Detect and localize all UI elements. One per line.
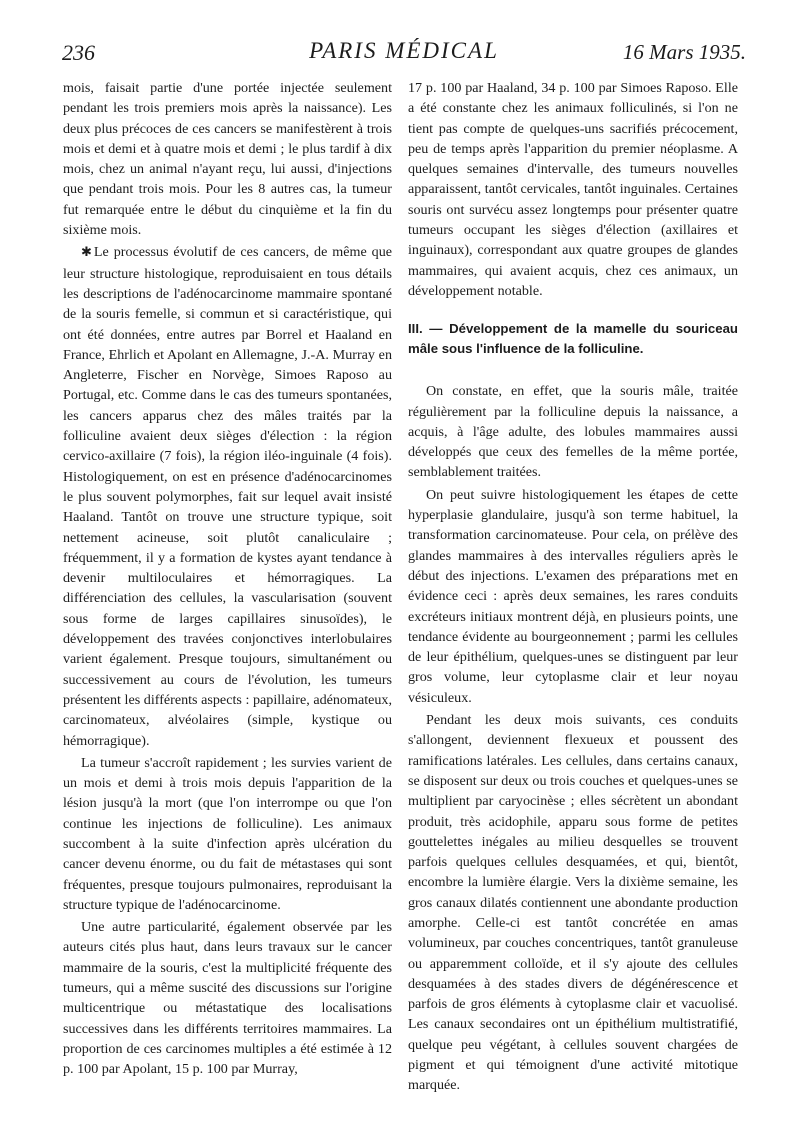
paragraph-text: Le processus évolutif de ces cancers, de même que leur structure histologique, reproduisaient en tous détails les descriptions de l'adénocarcinome mammaire spontané de la souris femelle, si commun et si caractéristique, qui ont été données, entre autres par Borrel et Haaland en France, Ehrlich et Apolant en Allemagne, J.-A. Murray en Angleterre, Fischer en Norvège, Simoes Raposo au Portugal, etc. Comme dans le cas des tumeurs spontanées, les cancers apparus chez des mâles traités par la folliculine avaient deux sièges d'élection : la région cervico-axillaire (7 fois), la région iléo-inguinale (4 fois). Histologiquement, on est en présence d'adénocarcinomes le plus souvent polymorphes, fait sur lequel avait insisté Haaland. Tantôt on trouve une structure typique, soit nettement acineuse, soit plutôt canaliculaire ; fréquemment, il y a formation de kystes ayant tendance à devenir multiloculaires et hémorragiques. La différenciation des cellules, la vascularisation (souvent sous forme de larges capillaires sinusoïdes), le développement des travées conjonctives interlobulaires varient également. Presque toujours, simultanément ou successivement au cours de l'évolution, les tumeurs présentent les différents aspects : papillaire, adénomateux, carcinomateux, alvéolaires (simple, kystique ou hémorragique). [63,244,392,749]
right-column [408,78,738,1098]
paragraph-mark: ✱ [81,245,92,261]
paragraph: On constate, en effet, que la souris mâle, traitée régulièrement par la folliculine depuis la naissance, a acquis, à l'âge adulte, des lobules mammaires aussi développés que ceux des femelles de la même portée, semblablement traitées. [408,383,738,481]
paragraph: Pendant les deux mois suivants, ces conduits s'allongent, deviennent flexueux et poussent des ramifications latérales. Les cellules, dans certains canaux, se disposent sur deux ou trois couches et quelques-unes se multiplient par caryocinèse ; elles sécrètent un abondant produit, très acidophile, apparu sous forme de petites gouttelettes inégales au milieu desquelles se trouvent parfois quelques cellules desquamées, et qui, bientôt, encombre la lumière élargie. Vers la dixième semaine, les gros canaux dilatés contiennent une abondante production amorphe. Celle-ci est tantôt concrétée en amas volumineux, par couches concentriques, tantôt granuleuse ou apparemment colloïde, et il s'y ajoute des cellules desquamées à des stades divers de dégénérescence et parfois de gros éléments à cytoplasme clair et vacuolisé. Les canaux secondaires ont un épithélium multistratifié, quelque peu végétant, à cellules souvent chargées de pigment et qui témoignent d'une activité mitotique marquée. [408,712,738,1094]
left-column [63,78,392,1082]
paragraph: Une autre particularité, également observée par les auteurs cités plus haut, dans leurs travaux sur le cancer mammaire de la souris, c'est la multiplicité fréquente des tumeurs, qui a même suscité des discussions sur l'origine multicentrique ou métastatique des localisations successives dans les différents territoires mammaires. La proportion de ces carcinomes multiples a été estimée à 12 p. 100 par Apolant, 15 p. 100 par Murray, [63,919,392,1078]
paragraph: 17 p. 100 par Haaland, 34 p. 100 par Simoes Raposo. Elle a été constante chez les animaux folliculinés, si l'on ne tient pas compte de quelques-uns sacrifiés précocement, peu de temps après l'apparition du premier néoplasme. A quelques semaines d'intervalle, des tumeurs nouvelles apparaissent, tantôt cervicales, tantôt inguinales. Certaines souris ont survécu assez longtemps pour présenter quatre tumeurs occupant les sièges d'élection (axillaires et inguinaux), correspondant aux quatre groupes de glandes mammaires, qui avaient acquis, chez ces animaux, un développement notable. [408,80,738,299]
page-header [62,38,746,72]
paragraph: On peut suivre histologiquement les étapes de cette hyperplasie glandulaire, jusqu'à son terme habituel, la transformation carcinomateuse. Pour cela, on prélève des glandes mammaires à des intervalles réguliers après le début des injections. L'examen des préparations met en évidence ceci : après deux semaines, les rares conduits excréteurs initiaux montrent déjà, en plusieurs points, une tendance évidente au bourgeonnement ; parmi les cellules de leur épithélium, quelques-unes se distinguent par leur gros volume, leur cytoplasme clair et leur noyau vésiculeux. [408,486,738,706]
paragraph [63,242,392,750]
page-number: 236 [62,40,95,65]
section-heading: III. — Développement de la mamelle du souriceau mâle sous l'influence de la folliculine. [408,321,738,357]
journal-title: PARIS MÉDICAL [309,38,499,63]
issue-date: 16 Mars 1935. [622,40,746,64]
paragraph: mois, faisait partie d'une portée injectée seulement pendant les trois premiers mois après la naissance). Les deux plus précoces de ces cancers se manifestèrent à trois mois et demi et à quatre mois et demi ; le plus tardif à dix mois, chez un animal n'ayant reçu, lui aussi, d'injections que pendant trois mois. Pour les 8 autres cas, la tumeur fut remarquée entre le début du cinquième et la fin du sixième mois. [63,80,392,239]
paragraph: La tumeur s'accroît rapidement ; les survies varient de un mois et demi à trois mois depuis l'apparition de la lésion jusqu'à la mort (que l'on interrompe ou que l'on continue les injections de folliculine). Les animaux succombent à la suite d'infection après ulcération du cancer devenu énorme, ou du fait de métastases qui sont fréquentes, presque toujours pulmonaires, reproduisant la structure typique de l'adénocarcinome. [63,754,392,913]
